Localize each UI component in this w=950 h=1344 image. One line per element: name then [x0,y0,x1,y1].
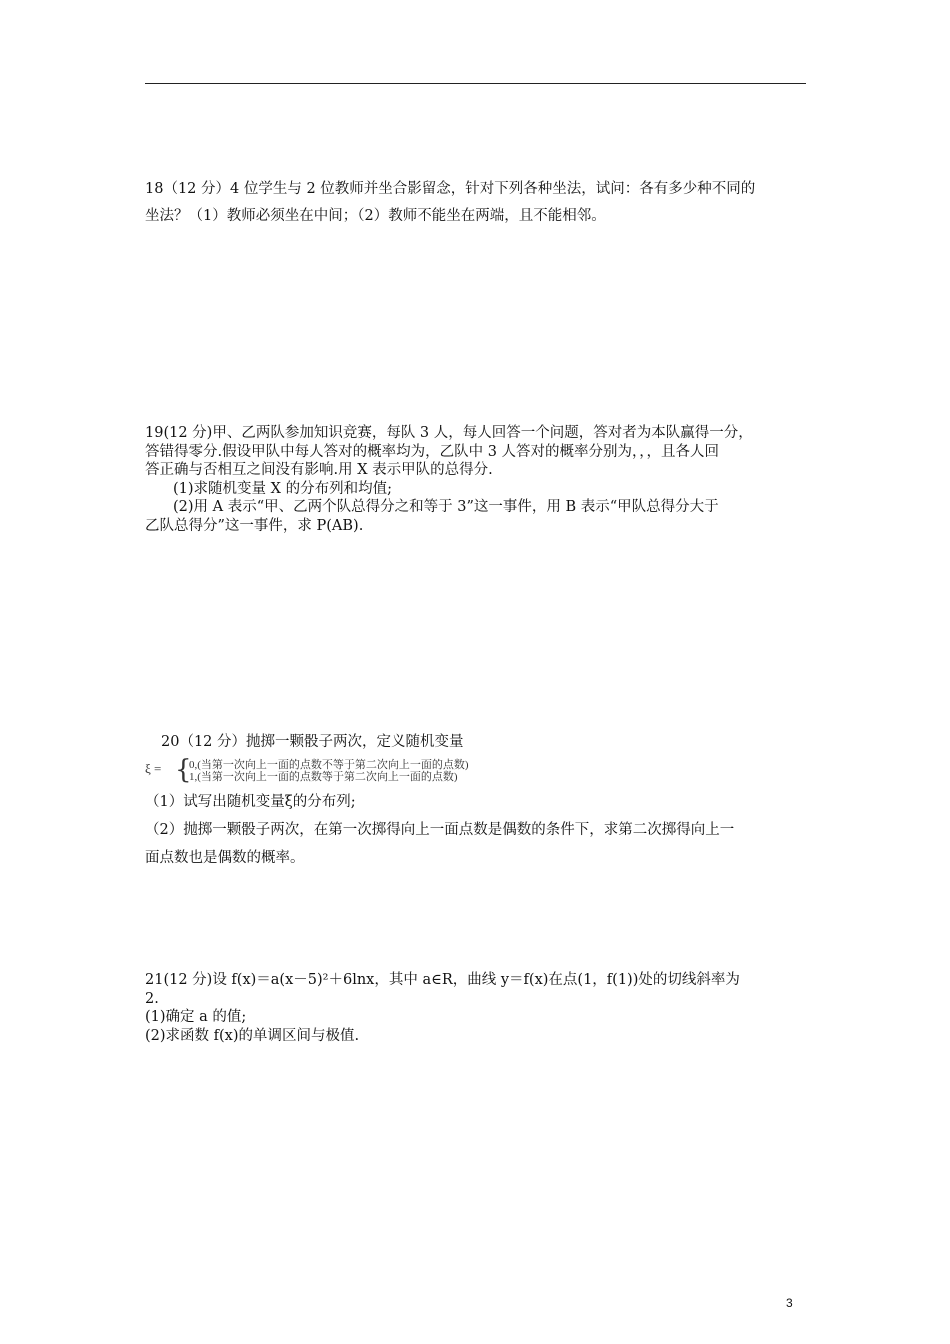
question-19-part-2-line-1: (2)用 A 表示“甲、乙两个队总得分之和等于 3”这一事件，用 B 表示“甲队总得分大于 [173,499,719,515]
question-21-part-1: (1)确定 a 的值; [145,1009,247,1025]
formula-lhs: ξ = [145,761,162,776]
question-19-line-2: 答错得零分.假设甲队中每人答对的概率均为，乙队中 3 人答对的概率分别为，，，且各人回 [145,443,720,460]
formula-case-2: 1,(当第一次向上一面的点数等于第二次向上一面的点数) [189,771,458,783]
question-20-part-2-line-2: 面点数也是偶数的概率。 [145,850,305,866]
question-18-line-1: 18（12 分）4 位学生与 2 位教师并坐合影留念，针对下列各种坐法，试问：各有多少种不同的 [145,181,756,197]
question-20-part-2-line-1: （2）抛掷一颗骰子两次，在第一次掷得向上一面点数是偶数的条件下，求第二次掷得向上一 [145,822,735,838]
question-21-line-2: 2. [145,990,159,1007]
question-18-line-2: 坐法？（1）教师必须坐在中间；（2）教师不能坐在两端，且不能相邻。 [145,208,606,224]
question-18 [145,176,807,230]
random-variable-definition [145,755,807,785]
question-20 [145,728,807,872]
left-brace-icon: { [175,755,192,785]
question-19-part-2-line-2: 乙队总得分”这一事件，求 P(AB). [145,517,364,534]
header-rule [145,83,806,84]
question-21 [145,971,807,1045]
question-21-part-2: (2)求函数 f(x)的单调区间与极值. [145,1027,360,1044]
question-19-part-1: (1)求随机变量 X 的分布列和均值; [173,480,392,497]
question-19 [145,424,807,535]
page-number: 3 [786,1296,793,1310]
question-20-part-1: （1）试写出随机变量ξ的分布列; [145,794,356,810]
question-19-line-3: 答正确与否相互之间没有影响.用 X 表示甲队的总得分. [145,462,493,478]
question-21-line-1: 21(12 分)设 f(x)＝a(x－5)²＋6lnx，其中 a∈R，曲线 y＝f(x)在点(1，f(1))处的切线斜率为 [145,972,740,988]
formula-case-1: 0,(当第一次向上一面的点数不等于第二次向上一面的点数) [189,759,469,771]
question-19-line-1: 19(12 分)甲、乙两队参加知识竞赛，每队 3 人，每人回答一个问题，答对者为本队赢得一分， [145,425,753,441]
question-20-line-1: 20（12 分）抛掷一颗骰子两次，定义随机变量 [161,734,464,750]
